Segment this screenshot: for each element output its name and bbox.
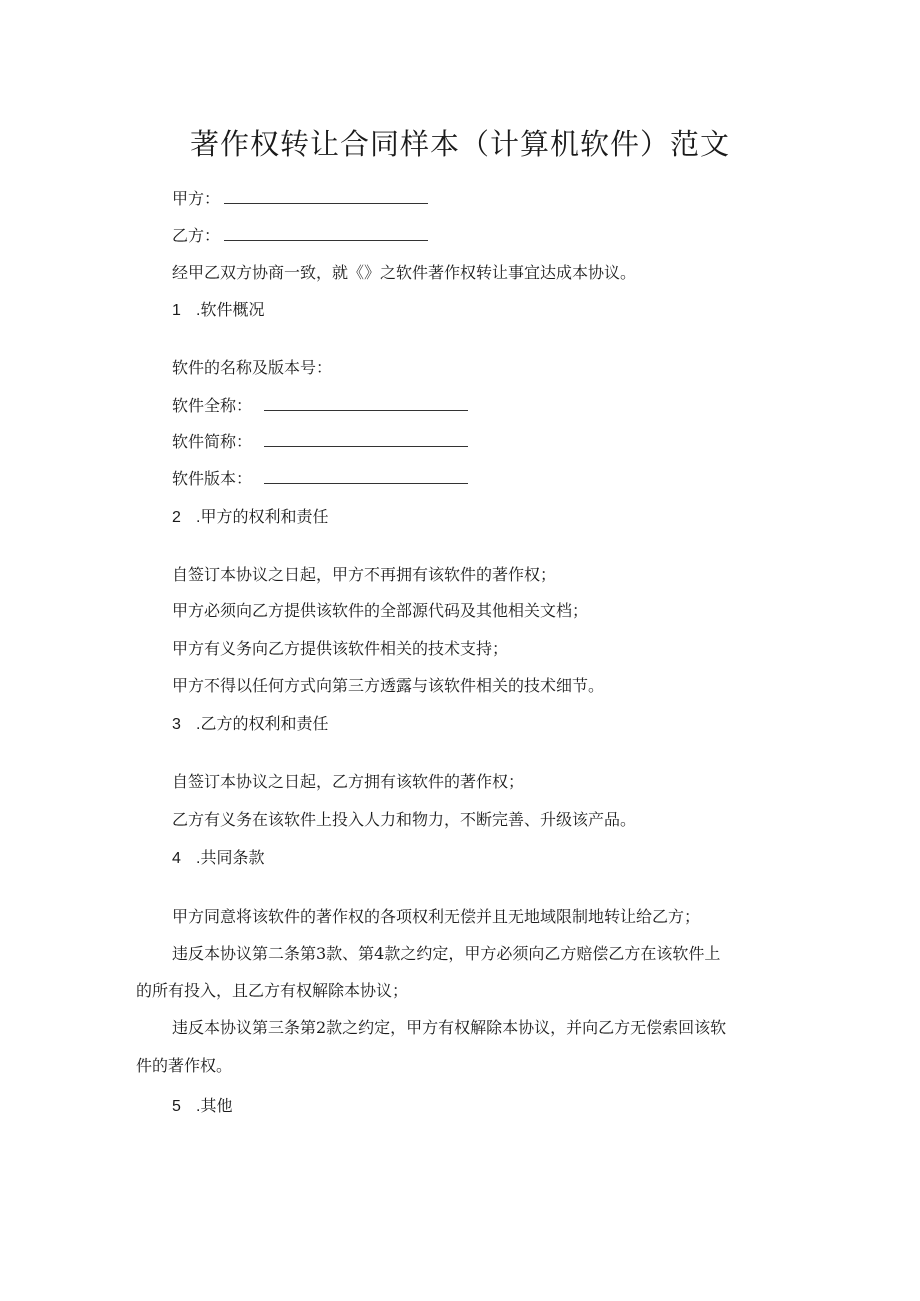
party-b-blank	[224, 228, 428, 241]
software-version-label: 软件版本：	[172, 469, 253, 488]
section-5-heading	[172, 1096, 232, 1118]
section-3-item: 自签订本协议之日起，乙方拥有该软件的著作权；	[172, 772, 525, 791]
section-4-heading	[172, 848, 264, 870]
section-4-paragraph-1: 甲方同意将该软件的著作权的各项权利无偿并且无地域限制地转让给乙方；	[172, 907, 701, 926]
section-2-item: 甲方不得以任何方式向第三方透露与该软件相关的技术细节。	[172, 676, 605, 695]
software-full-name-label: 软件全称：	[172, 396, 253, 415]
section-4-title: .共同条款	[196, 850, 265, 867]
software-version-blank	[264, 471, 468, 484]
section-5-number: 5	[172, 1098, 181, 1115]
software-short-name-line	[172, 431, 468, 453]
software-version-line	[172, 468, 468, 490]
section-3-title: .乙方的权利和责任	[196, 716, 329, 733]
section-5-title: .其他	[196, 1098, 233, 1115]
software-full-name-blank	[264, 398, 468, 411]
software-full-name-line	[172, 395, 468, 417]
party-a-blank	[224, 191, 428, 204]
section-4-number: 4	[172, 850, 181, 867]
section-3-number: 3	[172, 716, 181, 733]
software-short-name-label: 软件简称：	[172, 432, 253, 451]
section-1-lead: 软件的名称及版本号：	[172, 358, 333, 377]
section-1-title: .软件概况	[196, 302, 265, 319]
party-b-label: 乙方：	[172, 226, 221, 245]
section-3-heading	[172, 714, 328, 736]
section-4-paragraph-2-line-2: 的所有投入，且乙方有权解除本协议；	[136, 981, 409, 1000]
section-1-number: 1	[172, 302, 181, 319]
section-2-title: .甲方的权利和责任	[196, 509, 329, 526]
section-2-item: 自签订本协议之日起，甲方不再拥有该软件的著作权；	[172, 565, 557, 584]
section-2-heading	[172, 507, 328, 529]
section-2-number: 2	[172, 509, 181, 526]
section-1-heading	[172, 300, 264, 322]
party-b-line	[172, 225, 428, 247]
party-a-label: 甲方：	[172, 189, 221, 208]
section-3-item: 乙方有义务在该软件上投入人力和物力，不断完善、升级该产品。	[172, 810, 637, 829]
party-a-line	[172, 188, 428, 210]
intro-paragraph: 经甲乙双方协商一致，就《》之软件著作权转让事宜达成本协议。	[172, 263, 637, 282]
section-2-item: 甲方有义务向乙方提供该软件相关的技术支持；	[172, 639, 509, 658]
document-title: 著作权转让合同样本（计算机软件）范文	[189, 127, 730, 161]
section-4-paragraph-3-line-2: 件的著作权。	[136, 1056, 233, 1075]
software-short-name-blank	[264, 434, 468, 447]
section-4-paragraph-3-line-1: 违反本协议第三条第2款之约定，甲方有权解除本协议，并向乙方无偿索回该软	[172, 1018, 727, 1037]
section-4-paragraph-2-line-1: 违反本协议第二条第3款、第4款之约定，甲方必须向乙方赔偿乙方在该软件上	[172, 944, 721, 963]
section-2-item: 甲方必须向乙方提供该软件的全部源代码及其他相关文档；	[172, 601, 589, 620]
